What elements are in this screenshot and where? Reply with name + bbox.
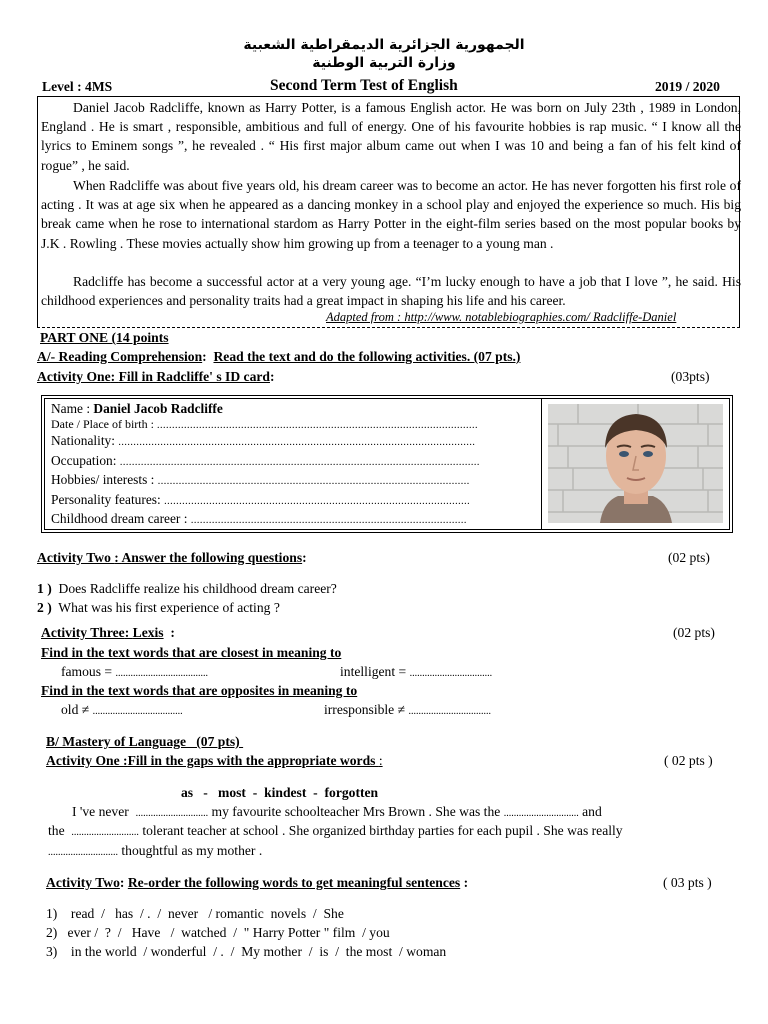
question-1-number: 1 ): [37, 581, 52, 596]
activity-three-lexis: Lexis: [132, 625, 164, 640]
gap-text: thoughtful as my mother .: [121, 843, 263, 858]
id-field-blank[interactable]: ........................................................................................................: [157, 476, 470, 487]
section-b-activity-one-points: ( 02 pts ): [664, 753, 713, 768]
reorder-number: 2): [46, 925, 58, 940]
gap-text: I 've never: [72, 804, 129, 819]
reorder-words: in the world / wonderful / . / My mother / is / the most / woman: [70, 944, 447, 959]
school-year: 2019 / 2020: [655, 79, 720, 94]
antonym-irresponsible-blank[interactable]: .................................: [408, 706, 491, 717]
synonym-intelligent-label: intelligent =: [340, 664, 407, 679]
section-b-title: B/ Mastery of Language (07 pts): [46, 734, 244, 749]
id-name-label: Name :: [51, 401, 91, 416]
id-field-blank[interactable]: ........................................................................................................................: [119, 457, 480, 468]
id-field-birth[interactable]: [51, 417, 478, 432]
antonym-old-label: old ≠: [61, 702, 90, 717]
section-b-activity-one-label: Activity One: [46, 753, 124, 768]
header-arabic-republic: الجمهورية الجزائرية الديمقراطية الشعبية: [243, 37, 525, 53]
reorder-number: 3): [46, 944, 58, 959]
synonym-intelligent[interactable]: [340, 664, 492, 680]
activity-two-label: Activity Two: [37, 550, 115, 565]
text-paragraph-1: Daniel Jacob Radcliffe, known as Harry Potter, is a famous English actor. He was born on July 23th , 1989 in London, England . He is smart , responsible, ambitious and full of energy. One of his favourite hobbies is rap music. “ I know all the lyrics to Eminem songs ”, he revealed . “ His first major album came out when I was 10 and being a fan of his felt kind of rogue” , he said.: [41, 100, 741, 173]
gap-blank-1[interactable]: .............................: [135, 808, 209, 819]
header-arabic-ministry: وزارة التربية الوطنية: [312, 55, 456, 71]
gap-line-3: [48, 843, 262, 859]
part-one-title: PART ONE (14 points: [40, 330, 169, 345]
synonym-famous[interactable]: [61, 664, 208, 680]
section-b-activity-two-instruction: Re-order the following words to get meaningful sentences: [127, 875, 461, 890]
gap-text: the: [48, 823, 65, 838]
gap-text: my favourite schoolteacher Mrs Brown . She was the: [211, 804, 501, 819]
gap-line-1: [72, 804, 602, 820]
section-b-activity-two-heading: Activity Two: Re-order the following words to get meaningful sentences :: [46, 875, 469, 890]
id-field-label: Nationality:: [51, 433, 115, 448]
synonym-intelligent-blank[interactable]: .................................: [409, 668, 493, 679]
portrait-illustration: [548, 404, 723, 523]
section-b-activity-two-points: ( 03 pts ): [663, 875, 712, 890]
activity-one-heading: Activity One: Fill in Radcliffe' s ID card:: [37, 369, 275, 384]
id-card-divider: [541, 398, 542, 530]
activity-two-instruction: Answer the following questions: [121, 550, 303, 565]
section-b-activity-one-heading: Activity One :Fill in the gaps with the appropriate words :: [46, 753, 383, 768]
test-title: Second Term Test of English: [270, 77, 458, 94]
section-b-activity-one-colon: :: [378, 753, 383, 768]
id-field-blank[interactable]: .......................................................................................................................: [118, 437, 476, 448]
synonym-famous-label: famous =: [61, 664, 113, 679]
activity-three-points: (02 pts): [673, 625, 715, 640]
question-1-text: Does Radcliffe realize his childhood dream career?: [58, 581, 337, 596]
reorder-number: 1): [46, 906, 58, 921]
id-field-label: Hobbies/ interests :: [51, 472, 155, 487]
id-field-label: Date / Place of birth :: [51, 417, 154, 431]
section-a-label: A/- Reading Comprehension: [37, 349, 203, 364]
antonym-irresponsible[interactable]: [324, 702, 491, 718]
question-2-number: 2 ): [37, 600, 52, 615]
text-paragraph-2: When Radcliffe was about five years old, his dream career was to become an actor. He has never forgotten his first role of acting . It was at age six when he appeared as a dancing monkey in a school play and enjoyed the experience so much. His big break came when he rose to international stardom as Harry Potter in the eight-film series based on the most popular books by J.K . Rowling . These movies actually show him growing up from a teenager to a young man .: [41, 178, 741, 251]
gap-blank-3[interactable]: ...........................: [71, 827, 139, 838]
section-a-instruction: Read the text and do the following activities. (07 pts.): [213, 349, 521, 364]
activity-one-label: Activity One: [37, 369, 111, 384]
id-field-label: Personality features:: [51, 492, 161, 507]
section-a-heading: A/- Reading Comprehension: Read the text and do the following activities. (07 pts.): [37, 349, 521, 364]
id-name-row: [51, 401, 223, 417]
reorder-sentence-1: [46, 906, 344, 922]
reorder-sentence-2: [46, 925, 390, 941]
section-b-activity-one-instruction: Fill in the gaps with the appropriate words: [127, 753, 379, 768]
synonyms-instruction: Find in the text words that are closest in meaning to: [41, 645, 342, 660]
id-field-label: Childhood dream career :: [51, 511, 188, 526]
antonyms-instruction: Find in the text words that are opposites in meaning to: [41, 683, 358, 698]
question-1: [37, 581, 337, 597]
id-field-nationality[interactable]: [51, 433, 475, 449]
reorder-words: ever / ? / Have / watched / " Harry Potter " film / you: [67, 925, 390, 940]
activity-two-points: (02 pts): [668, 550, 710, 565]
id-field-hobbies[interactable]: [51, 472, 470, 488]
reorder-sentence-3: [46, 944, 446, 960]
activity-three-heading: Activity Three: Lexis :: [41, 625, 175, 640]
id-field-label: Occupation:: [51, 453, 117, 468]
activity-three-label: Activity Three: [41, 625, 125, 640]
activity-one-points: (03pts): [671, 369, 710, 384]
text-source: Adapted from : http://www. notablebiographies.com/ Radcliffe-Daniel: [326, 310, 677, 324]
text-paragraph-3: Radcliffe has become a successful actor at a very young age. “I’m lucky enough to have a job that I love ”, he said. His childhood experiences and personality traits had a great impact in shaping his life and his career.: [41, 274, 741, 309]
synonym-famous-blank[interactable]: .....................................: [115, 668, 208, 679]
id-field-occupation[interactable]: [51, 453, 480, 469]
question-2: [37, 600, 280, 616]
antonym-irresponsible-label: irresponsible ≠: [324, 702, 406, 717]
word-bank: as - most - kindest - forgotten: [181, 785, 379, 800]
id-field-blank[interactable]: ......................................................................................................: [164, 496, 471, 507]
id-field-blank[interactable]: ............................................................................................: [190, 515, 467, 526]
gap-blank-4[interactable]: ............................: [48, 847, 118, 858]
reorder-words: read / has / . / never / romantic novels / She: [70, 906, 344, 921]
gap-text: and: [582, 804, 602, 819]
level-label: Level : 4MS: [42, 79, 113, 94]
gap-line-2: [48, 823, 623, 839]
section-b-activity-two-colon: :: [460, 875, 469, 890]
question-2-text: What was his first experience of acting ?: [58, 600, 280, 615]
section-b-activity-two-label: Activity Two: [46, 875, 120, 890]
id-field-dream-career[interactable]: [51, 511, 467, 527]
antonym-old[interactable]: [61, 702, 183, 718]
activity-two-heading: Activity Two : Answer the following questions:: [37, 550, 307, 565]
portrait-photo: [548, 404, 723, 523]
gap-text: tolerant teacher at school . She organized birthday parties for each pupil . She was really: [142, 823, 623, 838]
activity-one-instruction: Fill in Radcliffe' s ID card: [118, 369, 270, 384]
gap-blank-2[interactable]: ..............................: [503, 808, 579, 819]
id-field-blank[interactable]: ...........................................................................................................: [156, 420, 478, 431]
id-field-personality[interactable]: [51, 492, 470, 508]
antonym-old-blank[interactable]: ....................................: [92, 706, 183, 717]
id-name-value: Daniel Jacob Radcliffe: [93, 401, 223, 416]
